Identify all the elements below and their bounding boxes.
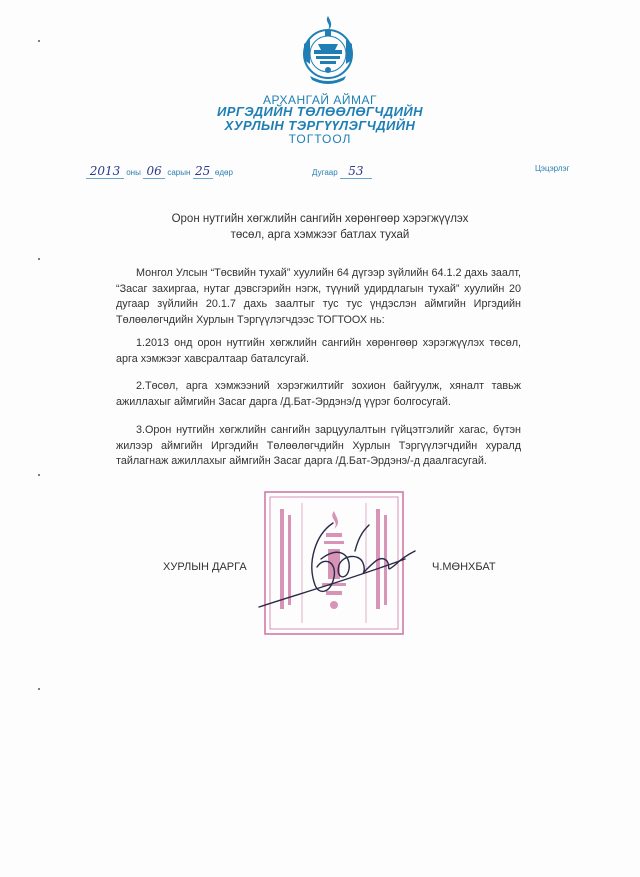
date-day: 25 [193,164,213,179]
council-name-line2: ХУРЛЫН ТЭРГҮҮЛЭГЧДИЙН [224,118,416,133]
aimag-name: АРХАНГАЙ АЙМАГ [263,93,377,107]
document-number: 53 [340,164,372,179]
signatory-title: ХУРЛЫН ДАРГА [163,561,247,573]
date-month: 06 [143,164,165,179]
scan-dot [38,258,40,260]
scan-dot [38,474,40,476]
clause-2: 2.Төсөл, арга хэмжээний хэрэгжилтийг зохион байгуулж, хяналт тавьж ажиллахыг аймгийн Засаг дарга /Д.Бат-Эрдэнэ/д үүрэг болгосугай. [116,380,521,408]
scan-dot [38,688,40,690]
number-line [312,164,372,179]
date-line [86,164,233,179]
resolution-title-line1: Орон нутгийн хөгжлийн сангийн хөрөнгөөр хэрэгжүүлэх [171,213,469,225]
document-type: ТОГТООЛ [288,132,352,146]
resolution-title-line2: төсөл, арга хэмжээг батлах тухай [230,229,410,241]
state-emblem-icon [296,14,360,90]
council-name-line1: ИРГЭДИЙН ТӨЛӨӨЛӨГЧДИЙН [217,104,423,119]
date-month-suffix: сарын [167,168,191,177]
date-year-suffix: оны [126,168,141,177]
place-name: Цэцэрлэг [535,164,570,173]
preamble-paragraph: Монгол Улсын “Төсвийн тухай” хуулийн 64 дүгээр зүйлийн 64.1.2 дахь заалт, “Засаг захиргаа, нутаг дэвсгэрийн нэгж, түүний удирдлагын тухай” хуулийн 20 дугаар зүйлийн 20.1.7 дахь заалтыг тус тус үндэслэн аймгийн Иргэдийн Төлөөлөгчдийн Хурлын Тэргүүлэгчдээс ТОГТООХ нь: [116,267,521,326]
handwritten-signature [255,515,425,625]
clause-3: 3.Орон нутгийн хөгжлийн сангийн зарцуулалтын гүйцэтгэлийг хагас, бүтэн жилээр аймгийн Иргэдийн Төлөөлөгчдийн Хурлын Тэргүүлэгчдийн хуралд тайлагнаж ажиллахыг аймгийн Засаг дарга /Д.Бат-Эрдэнэ/-д даалгасугай. [116,424,521,467]
clause-1: 1.2013 онд орон нутгийн хөгжлийн сангийн хөрөнгөөр хэрэгжүүлэх төсөл, арга хэмжээг хавсралтаар баталсугай. [116,337,521,365]
number-label: Дугаар [312,168,338,177]
date-year: 2013 [86,164,124,179]
scan-dot [38,40,40,42]
signatory-name: Ч.МӨНХБАТ [432,561,496,573]
date-day-suffix: өдөр [214,168,233,177]
